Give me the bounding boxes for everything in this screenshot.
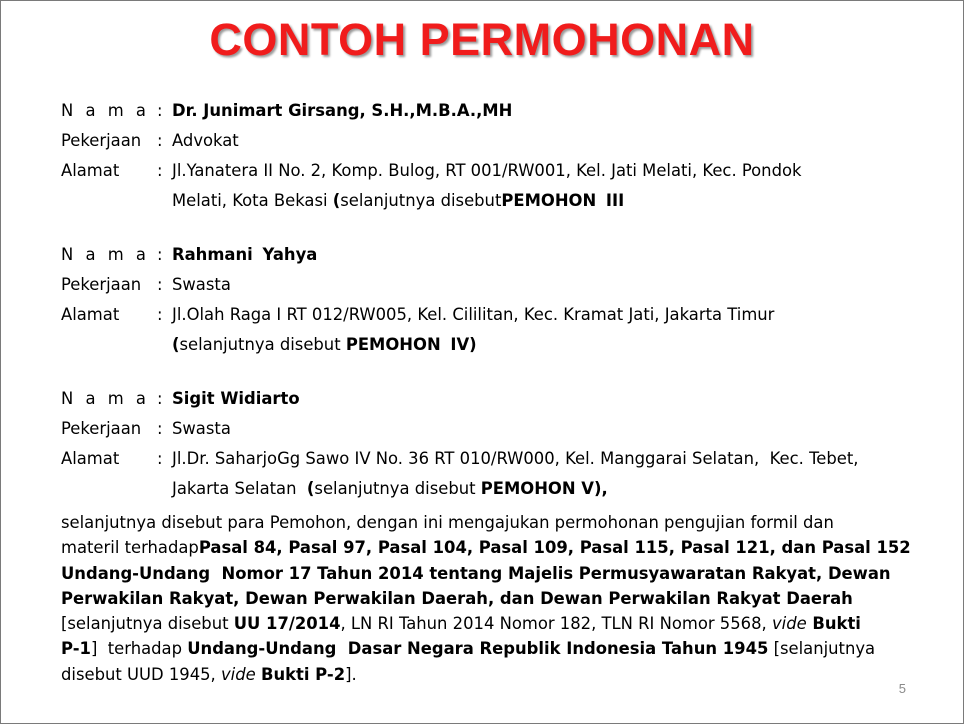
vide-text: vide [220, 664, 256, 684]
applicant-address-line1: Jl.Dr. SaharjoGg Sawo IV No. 36 RT 010/RW000, Kel. Manggarai Selatan, Kec. Tebet, [172, 449, 859, 468]
address-label: Alamat [61, 449, 120, 468]
paragraph-line-5 [61, 611, 901, 636]
applicant-name: Rahmani Yahya [172, 245, 318, 264]
designation-close: ), [593, 479, 608, 498]
applicant-address-line1: Jl.Yanatera II No. 2, Komp. Bulog, RT 001/RW001, Kel. Jati Melati, Kec. Pondok [172, 161, 802, 180]
applicant-block-3 [61, 384, 921, 504]
address-label: Alamat [61, 305, 120, 324]
designation-text: selanjutnya disebut [340, 191, 502, 210]
occupation-row [61, 270, 921, 300]
applicant-block-1 [61, 96, 921, 216]
name-row [61, 384, 921, 414]
paragraph-text: ] terhadap [90, 639, 188, 659]
address-row [61, 444, 921, 474]
colon: : [157, 305, 163, 324]
evidence-id: P-1 [61, 639, 91, 659]
petition-paragraph [61, 510, 911, 687]
slide-title: CONTOH PERMOHONAN [209, 14, 755, 65]
designation-text: selanjutnya disebut [179, 335, 346, 354]
paragraph-text: [selanjutnya disebut [61, 614, 234, 634]
applicant-occupation: Swasta [172, 419, 231, 438]
applicant-block-2 [61, 240, 921, 360]
colon: : [157, 449, 163, 468]
name-label: N a m a [61, 245, 150, 264]
open-paren: ( [306, 479, 315, 498]
paragraph-text: [selanjutnya [768, 639, 876, 659]
colon: : [157, 245, 163, 264]
paragraph-line-6 [61, 636, 901, 661]
page-number: 5 [898, 681, 906, 696]
paragraph-text: , LN RI Tahun 2014 Nomor 182, TLN RI Nomor 5568, [340, 614, 772, 634]
applicant-address-line2: Melati, Kota Bekasi [172, 191, 333, 210]
open-paren: ( [332, 191, 341, 210]
vide-text: vide [771, 614, 807, 634]
colon: : [157, 275, 163, 294]
evidence-id: Bukti P-2 [260, 664, 346, 684]
address-continuation [61, 330, 921, 360]
address-row [61, 156, 921, 186]
applicant-address-line1: Jl.Olah Raga I RT 012/RW005, Kel. Cililitan, Kec. Kramat Jati, Jakarta Timur [172, 305, 775, 324]
paragraph-text: ]. [345, 664, 357, 684]
paragraph-line-4: Perwakilan Rakyat, Dewan Perwakilan Daerah, dan Dewan Perwakilan Rakyat Daerah [61, 588, 853, 608]
address-label: Alamat [61, 161, 120, 180]
constitution-reference: Undang-Undang Dasar Negara Republik Indonesia Tahun 1945 [187, 639, 769, 659]
designation: PEMOHON IV [345, 335, 470, 354]
name-label: N a m a [61, 389, 150, 408]
occupation-label: Pekerjaan [61, 131, 142, 150]
paragraph-line-3: Undang-Undang Nomor 17 Tahun 2014 tentang Majelis Permusyawaratan Rakyat, Dewan [61, 563, 891, 583]
occupation-row [61, 126, 921, 156]
address-continuation [61, 474, 921, 504]
paragraph-line-2 [61, 535, 911, 560]
applicant-name: Dr. Junimart Girsang, S.H.,M.B.A.,MH [172, 101, 513, 120]
applicant-occupation: Advokat [172, 131, 239, 150]
address-continuation [61, 186, 921, 216]
designation: PEMOHON III [501, 191, 625, 210]
designation: PEMOHON V [480, 479, 594, 498]
applicant-name: Sigit Widiarto [172, 389, 300, 408]
address-row [61, 300, 921, 330]
name-row [61, 96, 921, 126]
applicant-occupation: Swasta [172, 275, 231, 294]
occupation-label: Pekerjaan [61, 275, 142, 294]
name-label: N a m a [61, 101, 150, 120]
colon: : [157, 389, 163, 408]
articles-reference: Pasal 84, Pasal 97, Pasal 104, Pasal 109, Pasal 115, Pasal 121, dan Pasal 152 [198, 538, 911, 558]
occupation-label: Pekerjaan [61, 419, 142, 438]
applicant-address-line2: Jakarta Selatan [172, 479, 307, 498]
paragraph-text: disebut UUD 1945, [61, 664, 221, 684]
paragraph-line-1: selanjutnya disebut para Pemohon, dengan ini mengajukan permohonan pengujian formil dan [61, 513, 834, 532]
occupation-row [61, 414, 921, 444]
open-paren: ( [172, 335, 180, 354]
name-row [61, 240, 921, 270]
paragraph-line-7 [61, 662, 901, 687]
evidence-label: Bukti [806, 614, 861, 634]
colon: : [157, 101, 163, 120]
law-abbreviation: UU 17/2014 [233, 614, 341, 634]
colon: : [157, 161, 163, 180]
colon: : [157, 131, 163, 150]
colon: : [157, 419, 163, 438]
paragraph-text: materil terhadap [61, 538, 199, 558]
designation-close: ) [469, 335, 477, 354]
designation-text: selanjutnya disebut [314, 479, 481, 498]
